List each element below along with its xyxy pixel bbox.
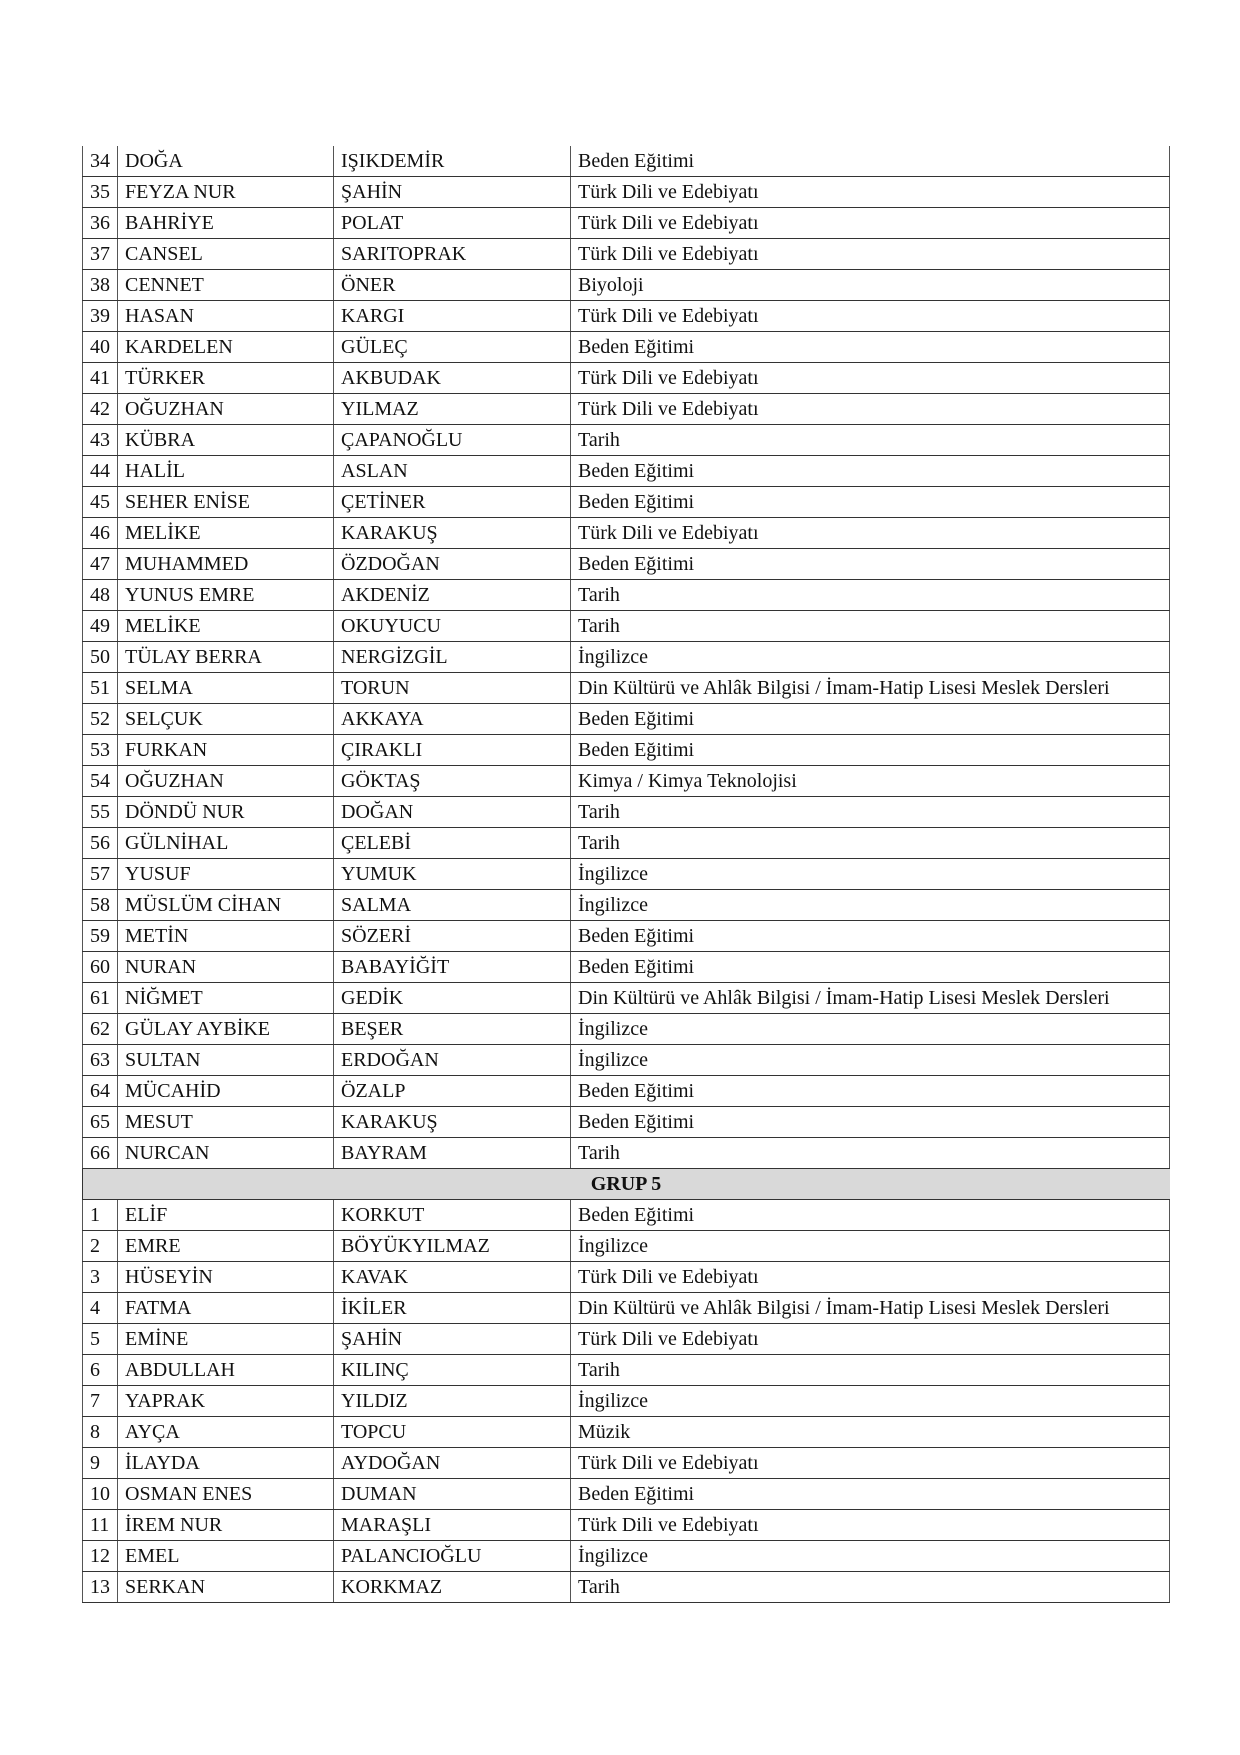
subject-cell: Türk Dili ve Edebiyatı: [571, 177, 1170, 208]
row-number-cell: 39: [83, 301, 118, 332]
subject-cell: İngilizce: [571, 1541, 1170, 1572]
last-name-cell: YILDIZ: [334, 1386, 571, 1417]
table-row: [83, 1448, 1170, 1479]
first-name-cell: CANSEL: [118, 239, 334, 270]
last-name-cell: SÖZERİ: [334, 921, 571, 952]
table-row: [83, 1262, 1170, 1293]
table-row: [83, 301, 1170, 332]
first-name-cell: MELİKE: [118, 518, 334, 549]
last-name-cell: ASLAN: [334, 456, 571, 487]
last-name-cell: NERGİZGİL: [334, 642, 571, 673]
first-name-cell: SERKAN: [118, 1572, 334, 1603]
subject-cell: Beden Eğitimi: [571, 146, 1170, 177]
row-number-cell: 54: [83, 766, 118, 797]
first-name-cell: İLAYDA: [118, 1448, 334, 1479]
first-name-cell: FEYZA NUR: [118, 177, 334, 208]
table-row: [83, 1138, 1170, 1169]
subject-cell: Beden Eğitimi: [571, 549, 1170, 580]
subject-cell: Din Kültürü ve Ahlâk Bilgisi / İmam-Hatip Lisesi Meslek Dersleri: [571, 983, 1170, 1014]
last-name-cell: KARAKUŞ: [334, 1107, 571, 1138]
last-name-cell: AYDOĞAN: [334, 1448, 571, 1479]
last-name-cell: ÇELEBİ: [334, 828, 571, 859]
first-name-cell: SEHER ENİSE: [118, 487, 334, 518]
first-name-cell: BAHRİYE: [118, 208, 334, 239]
last-name-cell: GÜLEÇ: [334, 332, 571, 363]
table-row: [83, 983, 1170, 1014]
last-name-cell: BABAYİĞİT: [334, 952, 571, 983]
last-name-cell: KAVAK: [334, 1262, 571, 1293]
subject-cell: Beden Eğitimi: [571, 456, 1170, 487]
subject-cell: Türk Dili ve Edebiyatı: [571, 363, 1170, 394]
row-number-cell: 58: [83, 890, 118, 921]
row-number-cell: 2: [83, 1231, 118, 1262]
first-name-cell: SELMA: [118, 673, 334, 704]
last-name-cell: BÖYÜKYILMAZ: [334, 1231, 571, 1262]
first-name-cell: NURAN: [118, 952, 334, 983]
row-number-cell: 35: [83, 177, 118, 208]
last-name-cell: DOĞAN: [334, 797, 571, 828]
table-row: [83, 146, 1170, 177]
last-name-cell: AKKAYA: [334, 704, 571, 735]
last-name-cell: SARITOPRAK: [334, 239, 571, 270]
subject-cell: İngilizce: [571, 859, 1170, 890]
table-row: [83, 425, 1170, 456]
last-name-cell: BEŞER: [334, 1014, 571, 1045]
subject-cell: Beden Eğitimi: [571, 487, 1170, 518]
row-number-cell: 12: [83, 1541, 118, 1572]
subject-cell: İngilizce: [571, 1045, 1170, 1076]
subject-cell: Türk Dili ve Edebiyatı: [571, 518, 1170, 549]
last-name-cell: TORUN: [334, 673, 571, 704]
table-row: [83, 642, 1170, 673]
row-number-cell: 62: [83, 1014, 118, 1045]
last-name-cell: IŞIKDEMİR: [334, 146, 571, 177]
subject-cell: Tarih: [571, 1572, 1170, 1603]
table-row: [83, 239, 1170, 270]
first-name-cell: OĞUZHAN: [118, 766, 334, 797]
first-name-cell: MUHAMMED: [118, 549, 334, 580]
subject-cell: Tarih: [571, 580, 1170, 611]
first-name-cell: SULTAN: [118, 1045, 334, 1076]
row-number-cell: 66: [83, 1138, 118, 1169]
row-number-cell: 56: [83, 828, 118, 859]
first-name-cell: MELİKE: [118, 611, 334, 642]
row-number-cell: 13: [83, 1572, 118, 1603]
row-number-cell: 55: [83, 797, 118, 828]
table-row: [83, 1572, 1170, 1603]
last-name-cell: YILMAZ: [334, 394, 571, 425]
subject-cell: Beden Eğitimi: [571, 1479, 1170, 1510]
table-row: [83, 1045, 1170, 1076]
row-number-cell: 57: [83, 859, 118, 890]
first-name-cell: NURCAN: [118, 1138, 334, 1169]
first-name-cell: FURKAN: [118, 735, 334, 766]
first-name-cell: KARDELEN: [118, 332, 334, 363]
table-row: [83, 704, 1170, 735]
first-name-cell: OSMAN ENES: [118, 1479, 334, 1510]
row-number-cell: 53: [83, 735, 118, 766]
row-number-cell: 37: [83, 239, 118, 270]
row-number-cell: 42: [83, 394, 118, 425]
last-name-cell: ÖNER: [334, 270, 571, 301]
subject-cell: Tarih: [571, 1355, 1170, 1386]
first-name-cell: İREM NUR: [118, 1510, 334, 1541]
last-name-cell: ÖZALP: [334, 1076, 571, 1107]
table-row: [83, 394, 1170, 425]
row-number-cell: 50: [83, 642, 118, 673]
row-number-cell: 5: [83, 1324, 118, 1355]
teacher-list-table: [82, 146, 1170, 1603]
subject-cell: Türk Dili ve Edebiyatı: [571, 208, 1170, 239]
last-name-cell: ERDOĞAN: [334, 1045, 571, 1076]
table-section-group-5: [83, 1200, 1170, 1603]
first-name-cell: YAPRAK: [118, 1386, 334, 1417]
row-number-cell: 47: [83, 549, 118, 580]
first-name-cell: METİN: [118, 921, 334, 952]
first-name-cell: DOĞA: [118, 146, 334, 177]
table-row: [83, 735, 1170, 766]
table-row: [83, 487, 1170, 518]
last-name-cell: İKİLER: [334, 1293, 571, 1324]
row-number-cell: 36: [83, 208, 118, 239]
subject-cell: Türk Dili ve Edebiyatı: [571, 394, 1170, 425]
table-row: [83, 1479, 1170, 1510]
table-row: [83, 332, 1170, 363]
table-row: [83, 456, 1170, 487]
subject-cell: Türk Dili ve Edebiyatı: [571, 1510, 1170, 1541]
table-row: [83, 1293, 1170, 1324]
last-name-cell: PALANCIOĞLU: [334, 1541, 571, 1572]
table-row: [83, 611, 1170, 642]
row-number-cell: 34: [83, 146, 118, 177]
group-header-row: [83, 1169, 1170, 1200]
last-name-cell: ÇETİNER: [334, 487, 571, 518]
last-name-cell: BAYRAM: [334, 1138, 571, 1169]
subject-cell: Tarih: [571, 797, 1170, 828]
last-name-cell: AKDENİZ: [334, 580, 571, 611]
row-number-cell: 52: [83, 704, 118, 735]
last-name-cell: KARGI: [334, 301, 571, 332]
row-number-cell: 59: [83, 921, 118, 952]
subject-cell: Tarih: [571, 828, 1170, 859]
subject-cell: Tarih: [571, 1138, 1170, 1169]
last-name-cell: ŞAHİN: [334, 1324, 571, 1355]
row-number-cell: 49: [83, 611, 118, 642]
group-title: GRUP 5: [83, 1169, 1170, 1200]
subject-cell: Beden Eğitimi: [571, 735, 1170, 766]
subject-cell: Beden Eğitimi: [571, 1200, 1170, 1231]
row-number-cell: 3: [83, 1262, 118, 1293]
table-row: [83, 921, 1170, 952]
first-name-cell: MESUT: [118, 1107, 334, 1138]
table-row: [83, 1231, 1170, 1262]
first-name-cell: GÜLAY AYBİKE: [118, 1014, 334, 1045]
row-number-cell: 1: [83, 1200, 118, 1231]
subject-cell: Beden Eğitimi: [571, 1076, 1170, 1107]
first-name-cell: EMİNE: [118, 1324, 334, 1355]
table-row: [83, 1014, 1170, 1045]
subject-cell: Beden Eğitimi: [571, 921, 1170, 952]
first-name-cell: CENNET: [118, 270, 334, 301]
row-number-cell: 10: [83, 1479, 118, 1510]
row-number-cell: 4: [83, 1293, 118, 1324]
first-name-cell: AYÇA: [118, 1417, 334, 1448]
last-name-cell: GEDİK: [334, 983, 571, 1014]
table-row: [83, 1076, 1170, 1107]
subject-cell: Beden Eğitimi: [571, 952, 1170, 983]
subject-cell: Tarih: [571, 611, 1170, 642]
subject-cell: İngilizce: [571, 1014, 1170, 1045]
first-name-cell: DÖNDÜ NUR: [118, 797, 334, 828]
table-row: [83, 1541, 1170, 1572]
table-row: [83, 1386, 1170, 1417]
table-section-previous-group: [83, 146, 1170, 1169]
table-row: [83, 673, 1170, 704]
first-name-cell: HASAN: [118, 301, 334, 332]
table-row: [83, 208, 1170, 239]
first-name-cell: YUSUF: [118, 859, 334, 890]
subject-cell: Kimya / Kimya Teknolojisi: [571, 766, 1170, 797]
row-number-cell: 51: [83, 673, 118, 704]
table-row: [83, 549, 1170, 580]
first-name-cell: NİĞMET: [118, 983, 334, 1014]
last-name-cell: DUMAN: [334, 1479, 571, 1510]
subject-cell: İngilizce: [571, 1386, 1170, 1417]
last-name-cell: ÖZDOĞAN: [334, 549, 571, 580]
subject-cell: Türk Dili ve Edebiyatı: [571, 1324, 1170, 1355]
first-name-cell: TÜLAY BERRA: [118, 642, 334, 673]
first-name-cell: OĞUZHAN: [118, 394, 334, 425]
subject-cell: Tarih: [571, 425, 1170, 456]
first-name-cell: HALİL: [118, 456, 334, 487]
subject-cell: Türk Dili ve Edebiyatı: [571, 239, 1170, 270]
last-name-cell: TOPCU: [334, 1417, 571, 1448]
row-number-cell: 11: [83, 1510, 118, 1541]
subject-cell: Beden Eğitimi: [571, 332, 1170, 363]
last-name-cell: KORKMAZ: [334, 1572, 571, 1603]
row-number-cell: 63: [83, 1045, 118, 1076]
first-name-cell: TÜRKER: [118, 363, 334, 394]
last-name-cell: OKUYUCU: [334, 611, 571, 642]
table-row: [83, 270, 1170, 301]
subject-cell: Türk Dili ve Edebiyatı: [571, 301, 1170, 332]
row-number-cell: 46: [83, 518, 118, 549]
last-name-cell: MARAŞLI: [334, 1510, 571, 1541]
row-number-cell: 65: [83, 1107, 118, 1138]
row-number-cell: 43: [83, 425, 118, 456]
table-row: [83, 1510, 1170, 1541]
row-number-cell: 41: [83, 363, 118, 394]
row-number-cell: 61: [83, 983, 118, 1014]
row-number-cell: 45: [83, 487, 118, 518]
last-name-cell: KARAKUŞ: [334, 518, 571, 549]
subject-cell: Beden Eğitimi: [571, 1107, 1170, 1138]
first-name-cell: YUNUS EMRE: [118, 580, 334, 611]
table-row: [83, 1417, 1170, 1448]
first-name-cell: SELÇUK: [118, 704, 334, 735]
row-number-cell: 44: [83, 456, 118, 487]
subject-cell: Biyoloji: [571, 270, 1170, 301]
last-name-cell: ÇIRAKLI: [334, 735, 571, 766]
table-row: [83, 363, 1170, 394]
last-name-cell: SALMA: [334, 890, 571, 921]
first-name-cell: GÜLNİHAL: [118, 828, 334, 859]
last-name-cell: AKBUDAK: [334, 363, 571, 394]
row-number-cell: 6: [83, 1355, 118, 1386]
first-name-cell: EMEL: [118, 1541, 334, 1572]
subject-cell: İngilizce: [571, 642, 1170, 673]
table-row: [83, 766, 1170, 797]
row-number-cell: 64: [83, 1076, 118, 1107]
row-number-cell: 7: [83, 1386, 118, 1417]
first-name-cell: FATMA: [118, 1293, 334, 1324]
row-number-cell: 8: [83, 1417, 118, 1448]
last-name-cell: ÇAPANOĞLU: [334, 425, 571, 456]
table-row: [83, 859, 1170, 890]
group-header-section: [83, 1169, 1170, 1200]
first-name-cell: ABDULLAH: [118, 1355, 334, 1386]
first-name-cell: EMRE: [118, 1231, 334, 1262]
subject-cell: Beden Eğitimi: [571, 704, 1170, 735]
subject-cell: Türk Dili ve Edebiyatı: [571, 1448, 1170, 1479]
subject-cell: Türk Dili ve Edebiyatı: [571, 1262, 1170, 1293]
first-name-cell: KÜBRA: [118, 425, 334, 456]
subject-cell: Din Kültürü ve Ahlâk Bilgisi / İmam-Hatip Lisesi Meslek Dersleri: [571, 673, 1170, 704]
row-number-cell: 48: [83, 580, 118, 611]
row-number-cell: 38: [83, 270, 118, 301]
table-row: [83, 1324, 1170, 1355]
subject-cell: İngilizce: [571, 1231, 1170, 1262]
table-row: [83, 1107, 1170, 1138]
first-name-cell: MÜSLÜM CİHAN: [118, 890, 334, 921]
table-row: [83, 952, 1170, 983]
last-name-cell: GÖKTAŞ: [334, 766, 571, 797]
first-name-cell: MÜCAHİD: [118, 1076, 334, 1107]
row-number-cell: 40: [83, 332, 118, 363]
table-row: [83, 1355, 1170, 1386]
subject-cell: Müzik: [571, 1417, 1170, 1448]
last-name-cell: YUMUK: [334, 859, 571, 890]
table-row: [83, 177, 1170, 208]
last-name-cell: ŞAHİN: [334, 177, 571, 208]
table-row: [83, 828, 1170, 859]
row-number-cell: 9: [83, 1448, 118, 1479]
table-row: [83, 518, 1170, 549]
first-name-cell: HÜSEYİN: [118, 1262, 334, 1293]
last-name-cell: KORKUT: [334, 1200, 571, 1231]
table-row: [83, 580, 1170, 611]
table-row: [83, 890, 1170, 921]
subject-cell: İngilizce: [571, 890, 1170, 921]
table-row: [83, 1200, 1170, 1231]
first-name-cell: ELİF: [118, 1200, 334, 1231]
last-name-cell: KILINÇ: [334, 1355, 571, 1386]
subject-cell: Din Kültürü ve Ahlâk Bilgisi / İmam-Hatip Lisesi Meslek Dersleri: [571, 1293, 1170, 1324]
row-number-cell: 60: [83, 952, 118, 983]
last-name-cell: POLAT: [334, 208, 571, 239]
table-row: [83, 797, 1170, 828]
